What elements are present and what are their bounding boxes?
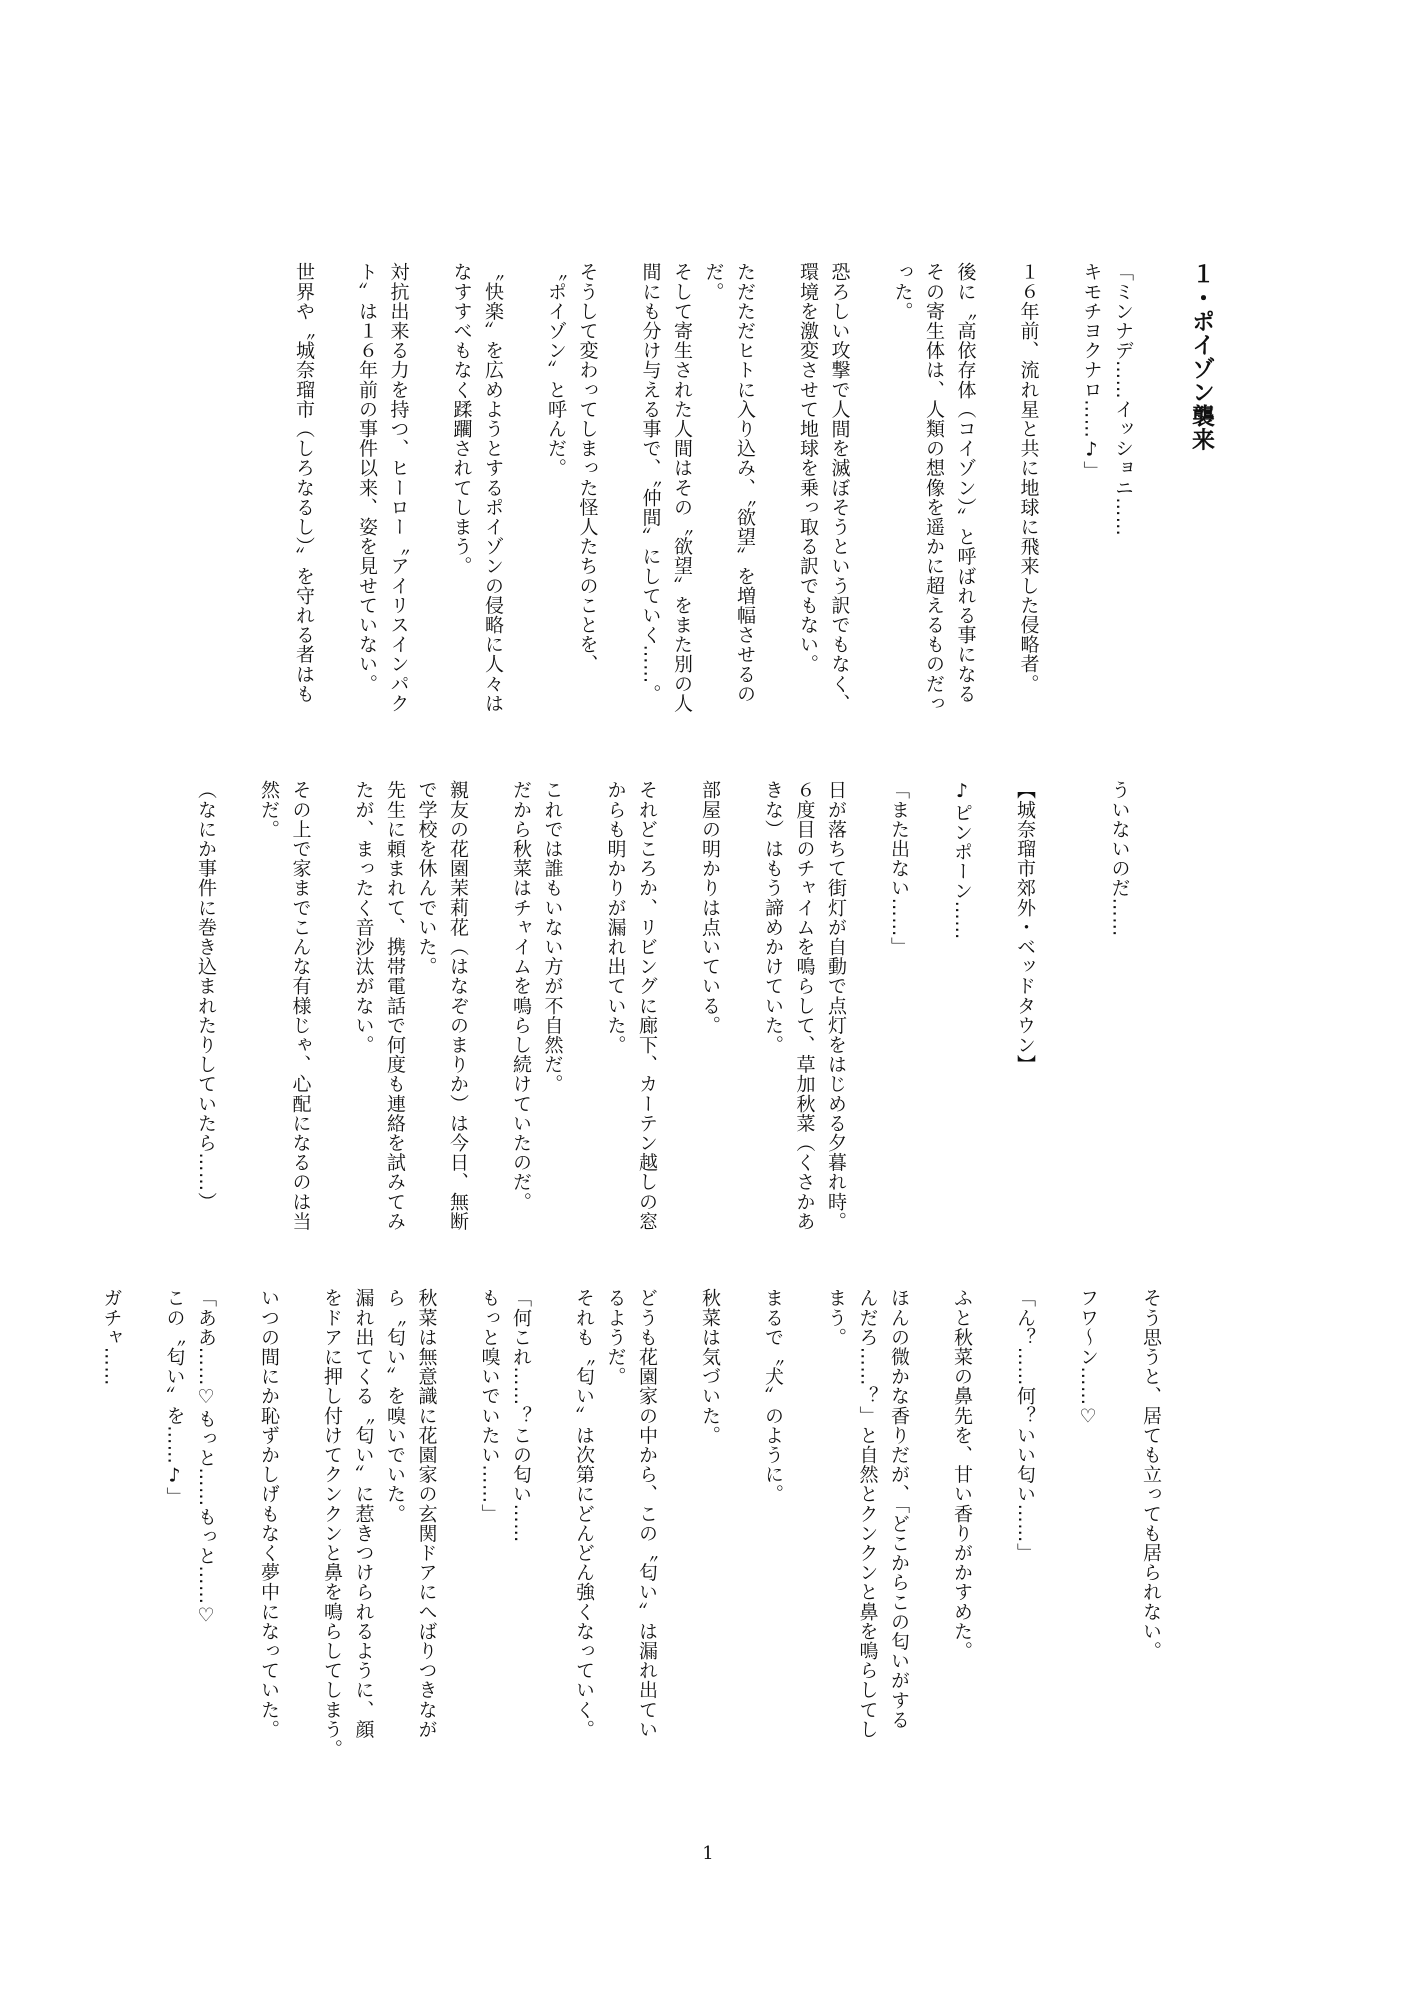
text-line: そうして変わってしまった怪人たちのことを、 xyxy=(576,262,599,674)
text-line: そして寄生された人間はその〝欲望〟をまた別の人 xyxy=(671,262,693,713)
blank-line xyxy=(977,780,1009,1290)
blank-line xyxy=(127,1288,159,1808)
text-line: いつの間にか恥ずかしげもなく夢中になっていた。 xyxy=(258,1288,280,1739)
text-line: ６度目のチャイムを鳴らして、草加秋菜（くさかあ xyxy=(793,780,816,1231)
text-line: るようだ。 xyxy=(604,1288,627,1386)
text-line: ういないのだ…… xyxy=(1108,780,1131,937)
blank-line xyxy=(414,262,446,782)
blank-line xyxy=(1072,780,1104,1290)
text-line: だ。 xyxy=(702,262,725,302)
blank-line xyxy=(981,262,1013,782)
blank-line xyxy=(603,262,635,782)
text-line: 環境を激変させて地球を乗っ取る訳でもない。 xyxy=(797,262,819,674)
blank-line xyxy=(284,1288,316,1808)
blank-line xyxy=(725,1288,757,1808)
text-line: これでは誰もいない方が不自然だ。 xyxy=(541,780,564,1094)
blank-line xyxy=(1135,780,1167,1290)
text-line: キモチヨクナロ……♪」 xyxy=(1080,262,1103,481)
text-line: からも明かりが漏れ出ていた。 xyxy=(604,780,627,1055)
text-line: 秋菜は無意識に花園家の玄関ドアにへばりつきなが xyxy=(415,1288,438,1739)
blank-line xyxy=(508,262,540,782)
text-line: （なにか事件に巻き込まれたりしていたら……） xyxy=(195,780,217,1212)
text-line: をドアに押し付けてクンクンと鼻を鳴らしてしまう。 xyxy=(321,1288,343,1759)
blank-line xyxy=(1040,780,1072,1290)
blank-line xyxy=(568,780,600,1290)
text-line: 然だ。 xyxy=(258,780,280,839)
blank-line xyxy=(221,780,253,1290)
text-line: なすすべもなく蹂躙されてしまう。 xyxy=(450,262,473,576)
text-line: ほんの微かな香りだが、「どこからこの匂いがする xyxy=(888,1288,910,1730)
text-line: たが、まったく音沙汰がない。 xyxy=(352,780,375,1055)
chapter-title: １・ポイゾン襲来 xyxy=(1188,262,1214,451)
text-line: った。 xyxy=(891,262,914,321)
blank-line xyxy=(1040,1288,1072,1808)
text-line: 「ミンナデ……イッショニ…… xyxy=(1112,262,1134,537)
text-line: 対抗出来る力を持つ、ヒーロー〝アイリスインパク xyxy=(387,262,410,713)
text-line: どうも花園家の中から、この〝匂い〟は漏れ出てい xyxy=(636,1288,658,1739)
text-line: それも〝匂い〟は次第にどんどん強くなっていく。 xyxy=(573,1288,595,1739)
text-line: 「ああ……♡もっと……もっと……♡ xyxy=(195,1288,217,1628)
text-line: 先生に頼まれて、携帯電話で何度も連絡を試みてみ xyxy=(384,780,406,1231)
text-line: ただただヒトに入り込み、〝欲望〟を増幅させるの xyxy=(734,262,756,704)
text-line: 親友の花園茉莉花（はなぞのまりか）は今日、無断 xyxy=(447,780,469,1231)
blank-line xyxy=(1044,262,1076,782)
text-line: 日が落ちて街灯が自動で点灯をはじめる夕暮れ時。 xyxy=(825,780,847,1231)
text-tier-top xyxy=(288,262,1139,782)
text-line: それどころか、リビングに廊下、カーテン越しの窓 xyxy=(636,780,658,1231)
text-line: ら〝匂い〟を嗅いでいた。 xyxy=(384,1288,406,1524)
blank-line xyxy=(536,1288,568,1808)
text-line: １６年前、流れ星と共に地球に飛来した侵略者。 xyxy=(1017,262,1040,694)
blank-line xyxy=(662,780,694,1290)
text-line: きな）はもう諦めかけていた。 xyxy=(762,780,784,1055)
text-tier-middle xyxy=(190,780,1167,1290)
page-number: 1 xyxy=(702,1843,714,1864)
text-tier-bottom xyxy=(95,1288,1166,1808)
text-line: ト〟は１６年前の事件以来、姿を見せていない。 xyxy=(356,262,378,694)
blank-line xyxy=(788,1288,820,1808)
text-line: ガチャ…… xyxy=(100,1288,123,1386)
text-line: この〝匂い〟を……♪」 xyxy=(163,1288,186,1507)
blank-line xyxy=(855,262,887,782)
text-line: 【城奈瑠市郊外・ベッドタウン】 xyxy=(1014,780,1036,1074)
blank-line xyxy=(1103,1288,1135,1808)
text-line: 部屋の明かりは点いている。 xyxy=(699,780,721,1035)
text-line: ふと秋菜の鼻先を、甘い香りがかすめた。 xyxy=(951,1288,973,1661)
blank-line xyxy=(851,780,883,1290)
text-line: 「また出ない……」 xyxy=(888,780,910,957)
text-line: 「ん？……何？いい匂い……」 xyxy=(1014,1288,1036,1563)
text-line: んだろ……？」と自然とクンクンと鼻を鳴らしてし xyxy=(856,1288,879,1739)
text-line: で学校を休んでいた。 xyxy=(415,780,438,976)
text-line: 〝ポイゾン〟と呼んだ。 xyxy=(545,262,567,478)
text-line: だから秋菜はチャイムを鳴らし続けていたのだ。 xyxy=(510,780,532,1212)
text-line: 間にも分け与える事で、〝仲間〟にしていく……。 xyxy=(639,262,662,704)
blank-line xyxy=(977,1288,1009,1808)
text-line: もっと嗅いでいたい……」 xyxy=(478,1288,501,1524)
text-line: まるで〝犬〟のように。 xyxy=(762,1288,784,1504)
text-line: 〝快楽〟を広めようとするポイゾンの侵略に人々は xyxy=(482,262,504,713)
blank-line xyxy=(442,1288,474,1808)
blank-line xyxy=(914,780,946,1290)
text-line: そう思うと、居ても立っても居られない。 xyxy=(1140,1288,1162,1661)
text-line: 世界や〝城奈瑠市（しろなるし）〟を守れる者はも xyxy=(293,262,315,704)
blank-line xyxy=(725,780,757,1290)
text-line: その上で家までこんな有様じゃ、心配になるのは当 xyxy=(289,780,312,1231)
text-line: 後に〝高依存体（コイゾン）〟と呼ばれる事になる xyxy=(954,262,977,704)
blank-line xyxy=(760,262,792,782)
blank-line xyxy=(316,780,348,1290)
text-line: その寄生体は、人類の想像を遥かに超えるものだっ xyxy=(923,262,945,713)
blank-line xyxy=(914,1288,946,1808)
text-line: 恐ろしい攻撃で人間を滅ぼそうという訳でもなく、 xyxy=(828,262,851,713)
blank-line xyxy=(221,1288,253,1808)
text-line: まう。 xyxy=(825,1288,847,1347)
blank-line xyxy=(662,1288,694,1808)
blank-line xyxy=(319,262,351,782)
text-line: ♪ピンポーン…… xyxy=(951,780,973,940)
text-line: フワ〜ン……♡ xyxy=(1077,1288,1099,1429)
text-line: 「何これ……？この匂い…… xyxy=(510,1288,532,1543)
blank-line xyxy=(473,780,505,1290)
text-line: 漏れ出てくる〝匂い〟に惹きつけられるように、顔 xyxy=(352,1288,375,1739)
text-line: 秋菜は気づいた。 xyxy=(699,1288,721,1445)
